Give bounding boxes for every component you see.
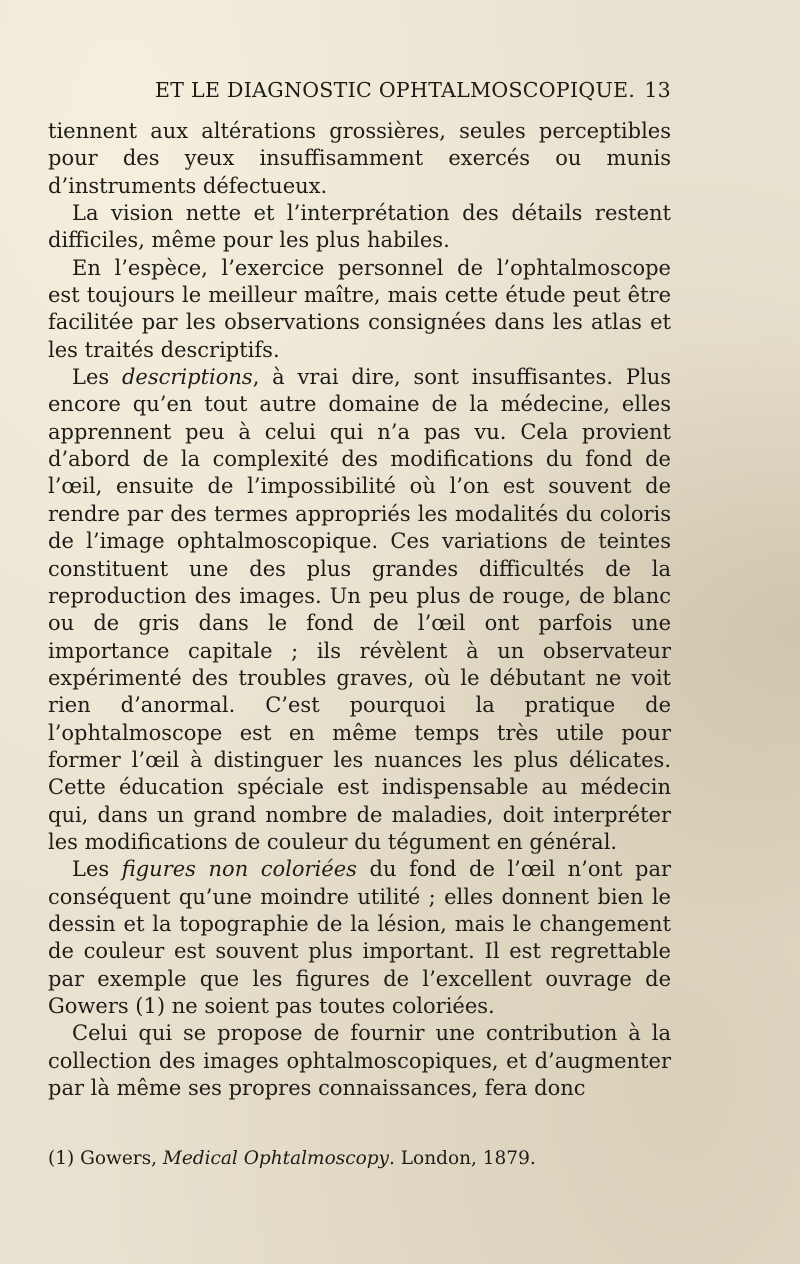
paragraph-3 <box>48 255 671 364</box>
paragraph-text: tiennent aux altérations grossières, seules perceptibles pour des yeux insuffisamment exercés ou munis d’instruments défectueux. <box>48 119 671 198</box>
body-text <box>48 118 671 1102</box>
paragraph-2 <box>48 200 671 255</box>
book-page <box>48 78 671 1198</box>
italic-term: descriptions <box>121 365 253 390</box>
footnote-marker: (1) Gowers, <box>48 1148 163 1169</box>
page-number: 13 <box>644 78 671 102</box>
italic-term: figures non coloriées <box>121 857 357 882</box>
paragraph-1 <box>48 118 671 200</box>
paragraph-5 <box>48 856 671 1020</box>
paragraph-text: En l’espèce, l’exercice personnel de l’ophtalmoscope est toujours le meilleur maître, mais cette étude peut être facilitée par les observations consignées dans les atlas et les traités descriptifs. <box>48 255 671 362</box>
footnote-rest: . London, 1879. <box>389 1148 536 1169</box>
running-head-title: ET LE DIAGNOSTIC OPHTALMOSCOPIQUE. <box>155 78 636 102</box>
paragraph-text: La vision nette et l’interprétation des détails restent difficiles, même pour les plus habiles. <box>48 201 671 253</box>
paragraph-text: du fond de l’œil n’ont par conséquent qu’une moindre utilité ; elles donnent bien le dessin et la topographie de la lésion, mais le changement de couleur est souvent plus important. Il est regrettable par exemple que les figures de l’excellent ouvrage de Gowers (1) ne soient pas toutes coloriées. <box>48 857 672 1018</box>
paragraph-6 <box>48 1020 671 1102</box>
paragraph-4 <box>48 364 671 856</box>
paragraph-text: Celui qui se propose de fournir une contribution à la collection des images ophtalmoscopiques, et d’augmenter par là même ses propres connaissances, fera donc <box>48 1021 671 1101</box>
running-head <box>48 78 671 108</box>
paragraph-lead: Les <box>72 365 122 390</box>
paragraph-lead: Les <box>72 857 122 882</box>
footnote <box>48 1148 536 1169</box>
footnote-title: Medical Ophtalmoscopy <box>162 1148 390 1169</box>
paragraph-text: , à vrai dire, sont insuffisantes. Plus encore qu’en tout autre domaine de la médecine, elles apprennent peu à celui qui n’a pas vu. Cela provient d’abord de la complexité des modifications du fond de l’œil, ensuite de l’impossibilité où l’on est souvent de rendre par des termes appropriés les modalités du coloris de l’image ophtalmoscopique. Ces variations de teintes constituent une des plus grandes difficultés de la reproduction des images. Un peu plus de rouge, de blanc ou de gris dans le fond de l’œil ont parfois une importance capitale ; ils révèlent à un observateur expérimenté des troubles graves, où le débutant ne voit rien d’anormal. C’est pourquoi la pratique de l’ophtalmoscope est en même temps très utile pour former l’œil à distinguer les nuances les plus délicates. Cette éducation spéciale est indispensable au médecin qui, dans un grand nombre de maladies, doit interpréter les modifications de couleur du tégument en général. <box>48 365 672 854</box>
